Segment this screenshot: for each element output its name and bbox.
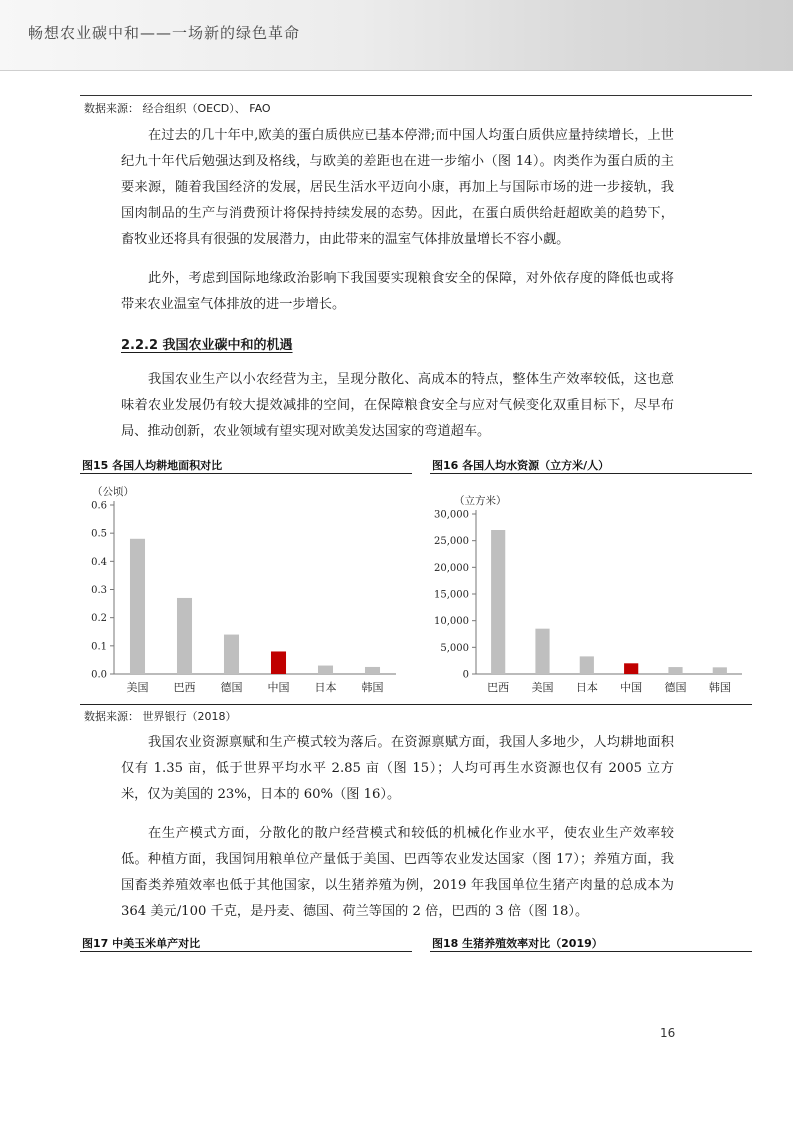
bar-5 [365,667,380,674]
figure-16-rule [430,473,752,474]
source-note-fig14: 数据来源： 经合组织（OECD）、 FAO [84,102,271,115]
x-tick-label: 美国 [531,681,554,694]
y-tick-label: 0.3 [91,585,107,596]
y-tick-label: 20,000 [434,562,469,574]
x-tick-label: 日本 [575,681,598,694]
chart-water-resources-per-capita [430,478,752,706]
figure-17-title: 图17 中美玉米单产对比 [82,937,201,950]
bar-4 [668,667,682,674]
paragraph-protein-supply: 在过去的几十年中,欧美的蛋白质供应已基本停滞;而中国人均蛋白质供应量持续增长，上世纪九十年代后勉强达到及格线，与欧美的差距也在进一步缩小（图 14）。肉类作为蛋白质的主要来源，随着我国经济的发展，居民生活水平迈向小康，再加上与国际市场的进一步接轨，我国肉制品的生产与消费预计将保持持续发展的态势。因此，在蛋白质供给赶超欧美的趋势下，畜牧业还将具有很强的发展潜力，由此带来的温室气体排放量增长不容小觑。 [121,128,674,247]
figure-17-rule [80,951,412,952]
bar-2 [224,635,239,674]
section-heading-2-2-2: 2.2.2 我国农业碳中和的机遇 [121,338,293,353]
x-tick-label: 韩国 [708,681,731,694]
y-tick-label: 0.4 [91,556,107,568]
bar-3 [624,663,638,674]
y-tick-label: 15,000 [434,589,469,601]
x-tick-label: 巴西 [487,681,510,694]
bar-2 [580,656,594,674]
x-tick-label: 日本 [314,681,337,694]
paragraph-smallholder: 我国农业生产以小农经营为主，呈现分散化、高成本的特点，整体生产效率较低，这也意味着农业发展仍有较大提效减排的空间，在保障粮食安全与应对气候变化双重目标下，尽早布局、推动创新，农业领域有望实现对欧美发达国家的弯道超车。 [121,372,674,439]
paragraph-resource-endowment: 我国农业资源禀赋和生产模式较为落后。在资源禀赋方面，我国人多地少，人均耕地面积仅有 1.35 亩，低于世界平均水平 2.85 亩（图 15）；人均可再生水资源也仅有 2005 立方米，仅为美国的 23%，日本的 60%（图 16）。 [121,735,674,802]
x-tick-label: 巴西 [173,681,196,694]
y-tick-label: 0.0 [91,669,107,681]
figure-16-title: 图16 各国人均水资源（立方米/人） [432,459,610,472]
chart-arable-land-per-capita [80,478,412,706]
header-band [0,0,793,71]
y-tick-label: 30,000 [434,509,469,521]
running-header-title: 畅想农业碳中和——一场新的绿色革命 [28,24,301,42]
y-tick-label: 25,000 [434,536,469,548]
figure-15-title: 图15 各国人均耕地面积对比 [82,459,223,472]
source-note-world-bank: 数据来源： 世界银行（2018） [84,710,237,723]
y-tick-label: 0.2 [91,613,107,625]
figure-15-rule [80,473,412,474]
y-tick-label: 0.1 [91,641,107,653]
page-number: 16 [660,1026,676,1040]
bar-5 [713,667,727,674]
y-tick-label: 0 [462,669,469,681]
paragraph-production-mode: 在生产模式方面，分散化的散户经营模式和较低的机械化作业水平，使农业生产效率较低。种植方面，我国饲用粮单位产量低于美国、巴西等农业发达国家（图 17）；养殖方面，我国畜类养殖效率也低于其他国家，以生猪养殖为例，2019 年我国单位生猪产肉量的总成本为 364 美元/100 千克，是丹麦、德国、荷兰等国的 2 倍，巴西的 3 倍（图 18）。 [121,826,674,919]
x-tick-label: 韩国 [361,681,384,694]
y-tick-label: 0.5 [91,528,107,540]
y-axis-label: （立方米） [454,495,507,507]
y-tick-label: 5,000 [440,642,469,654]
figure-18-rule [430,951,752,952]
bar-1 [535,629,549,674]
x-tick-label: 中国 [620,681,643,694]
bar-1 [177,598,192,674]
chart-svg [430,478,752,706]
bar-4 [318,666,333,674]
paragraph-geopolitics: 此外，考虑到国际地缘政治影响下我国要实现粮食安全的保障，对外依存度的降低也或将带来农业温室气体排放的进一步增长。 [121,271,674,312]
chart-svg [80,478,412,706]
x-tick-label: 德国 [220,681,243,694]
x-tick-label: 中国 [267,681,290,694]
y-axis-label: （公顷） [92,486,134,498]
x-tick-label: 德国 [664,681,687,694]
x-tick-label: 美国 [126,681,149,694]
y-tick-label: 10,000 [434,616,469,628]
y-tick-label: 0.6 [91,500,107,512]
figure-bottom-rule [80,704,752,705]
top-rule [80,95,752,96]
bar-3 [271,651,286,674]
bar-0 [491,530,505,674]
figure-18-title: 图18 生猪养殖效率对比（2019） [432,937,603,950]
bar-0 [130,539,145,674]
